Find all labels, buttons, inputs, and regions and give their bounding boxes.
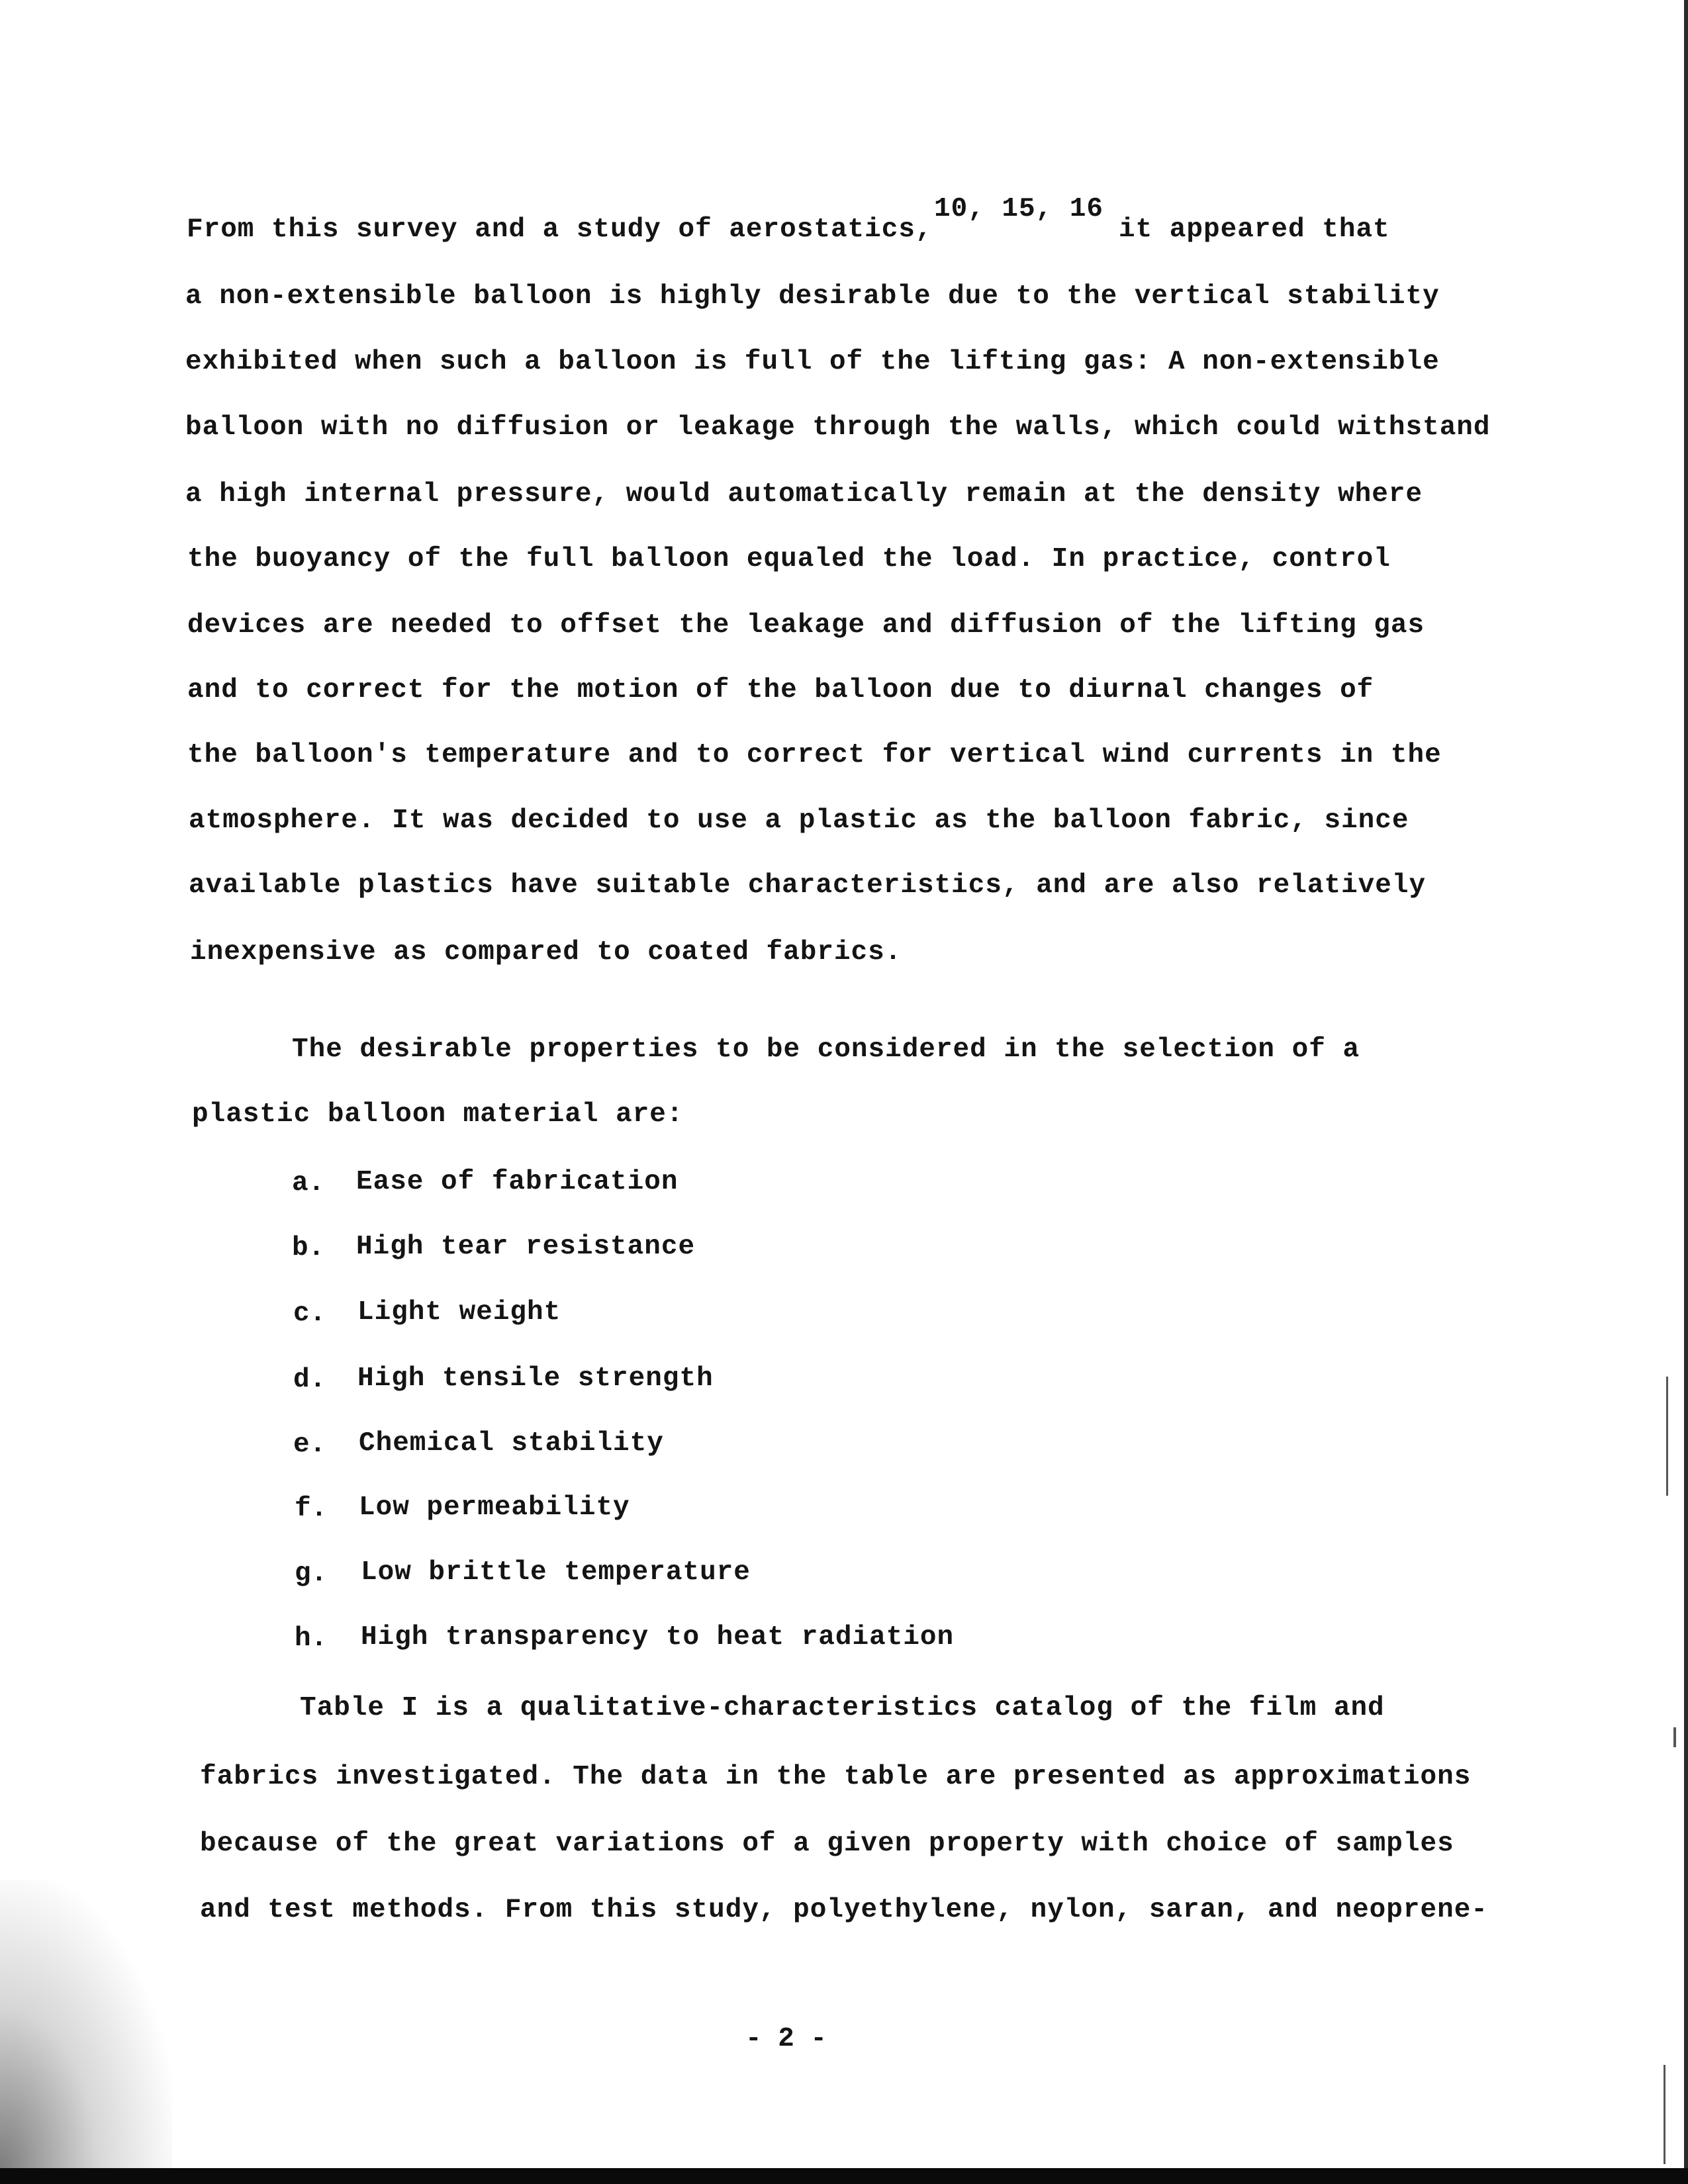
citation-superscript: 10, 15, 16 (934, 194, 1104, 224)
paragraph-2-line-2: plastic balloon material are: (192, 1099, 684, 1130)
scan-edge-mark (1664, 2065, 1665, 2164)
scan-edge-mark (1673, 1727, 1676, 1747)
scan-right-edge (1684, 0, 1688, 2171)
list-item-text: Chemical stability (359, 1428, 664, 1459)
list-item-label: d. (293, 1365, 326, 1395)
paragraph-1-line-8: and to correct for the motion of the balloon due to diurnal changes of (187, 675, 1374, 705)
paragraph-3-line-4: and test methods. From this study, polyethylene, nylon, saran, and neoprene- (200, 1895, 1488, 1925)
paragraph-1-line-10: atmosphere. It was decided to use a plastic as the balloon fabric, since (189, 805, 1409, 836)
scan-bottom-bar (0, 2168, 1688, 2184)
paragraph-3-line-2: fabrics investigated. The data in the table are presented as approximations (200, 1762, 1472, 1792)
list-item-label: b. (292, 1233, 325, 1263)
paragraph-1-line-4: balloon with no diffusion or leakage through the walls, which could withstand (185, 412, 1491, 443)
paragraph-2-line-1: The desirable properties to be considered in the selection of a (292, 1034, 1360, 1065)
paragraph-1-line-9: the balloon's temperature and to correct for vertical wind currents in the (187, 740, 1442, 770)
list-item-text: High tensile strength (357, 1363, 714, 1394)
paragraph-1-line-2: a non-extensible balloon is highly desirable due to the vertical stability (185, 281, 1440, 312)
list-item-label: c. (293, 1298, 326, 1329)
scan-shadow (0, 1880, 172, 2171)
paragraph-1-line-12: inexpensive as compared to coated fabrics. (190, 937, 902, 968)
paragraph-1-line-3: exhibited when such a balloon is full of the lifting gas: A non-extensible (185, 347, 1440, 377)
paragraph-1-line-1-start: From this survey and a study of aerostatics, (187, 214, 933, 245)
list-item-label: e. (293, 1430, 326, 1460)
list-item-label: g. (295, 1559, 328, 1589)
paragraph-1-line-7: devices are needed to offset the leakage and diffusion of the lifting gas (187, 610, 1425, 641)
list-item-text: High tear resistance (356, 1232, 696, 1262)
list-item-text: Ease of fabrication (356, 1167, 679, 1197)
paragraph-1-line-6: the buoyancy of the full balloon equaled the load. In practice, control (187, 544, 1391, 574)
paragraph-1-line-5: a high internal pressure, would automatically remain at the density where (185, 479, 1423, 510)
paragraph-1-line-11: available plastics have suitable characteristics, and are also relatively (189, 870, 1427, 901)
list-item-label: h. (295, 1623, 328, 1654)
scan-edge-mark (1666, 1377, 1668, 1496)
page-number: - 2 - (745, 2024, 827, 2054)
paragraph-3-line-1: Table I is a qualitative-characteristics catalog of the film and (300, 1693, 1385, 1723)
list-item-label: a. (292, 1168, 325, 1199)
list-item-text: Low permeability (359, 1492, 630, 1523)
paragraph-3-line-3: because of the great variations of a given property with choice of samples (200, 1829, 1454, 1859)
list-item-text: High transparency to heat radiation (361, 1622, 955, 1653)
list-item-text: Light weight (357, 1297, 561, 1328)
paragraph-1-line-1-end: it appeared that (1119, 214, 1390, 245)
list-item-label: f. (295, 1494, 328, 1524)
list-item-text: Low brittle temperature (361, 1557, 751, 1588)
